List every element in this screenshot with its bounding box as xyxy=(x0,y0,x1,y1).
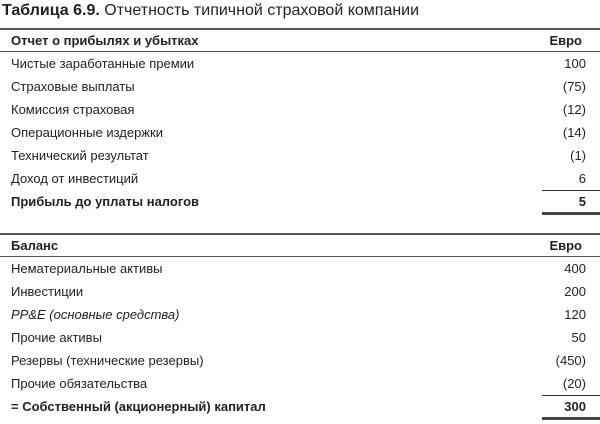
table-row xyxy=(0,144,600,167)
row-label: Страховые выплаты xyxy=(11,79,135,94)
sum-rule xyxy=(542,190,600,191)
total-label: = Собственный (акционерный) капитал xyxy=(11,399,266,414)
table-row xyxy=(0,98,600,121)
caption-number: Таблица 6.9. xyxy=(2,2,100,19)
row-value: (12) xyxy=(562,102,586,117)
table-row xyxy=(0,372,600,395)
total-underline xyxy=(542,212,600,215)
row-value: (20) xyxy=(562,376,586,391)
row-label: Прочие обязательства xyxy=(11,376,148,391)
income-statement-table xyxy=(0,28,600,213)
table-row xyxy=(0,280,600,303)
total-value: 5 xyxy=(578,194,586,209)
row-value: (14) xyxy=(562,125,586,140)
income-statement-header xyxy=(0,30,600,52)
table-row xyxy=(0,167,600,190)
balance-sheet-header-label: Баланс xyxy=(11,238,59,253)
balance-sheet-header xyxy=(0,235,600,257)
row-value: 50 xyxy=(571,330,586,345)
balance-sheet-table xyxy=(0,233,600,418)
table-row xyxy=(0,349,600,372)
row-value: 200 xyxy=(564,284,586,299)
row-label: Прочие активы xyxy=(11,330,102,345)
caption-title: Отчетность типичной страховой компании xyxy=(104,2,420,19)
row-value: 400 xyxy=(564,261,586,276)
table-row xyxy=(0,121,600,144)
total-row xyxy=(0,190,600,213)
row-label: Инвестиции xyxy=(11,284,84,299)
row-value: (1) xyxy=(570,148,586,163)
row-value: 120 xyxy=(564,307,586,322)
table-row xyxy=(0,257,600,280)
row-value: 100 xyxy=(564,56,586,71)
income-statement-header-label: Отчет о прибылях и убытках xyxy=(11,33,199,48)
row-value: (450) xyxy=(555,353,586,368)
total-underline xyxy=(542,417,600,420)
income-statement-header-unit: Евро xyxy=(549,33,582,48)
table-row xyxy=(0,52,600,75)
row-label: Чистые заработанные премии xyxy=(11,56,195,71)
row-value: (75) xyxy=(562,79,586,94)
total-value: 300 xyxy=(564,399,586,414)
row-label: Технический результат xyxy=(11,148,149,163)
table-caption xyxy=(2,0,419,22)
table-row xyxy=(0,303,600,326)
row-value: 6 xyxy=(578,171,586,186)
balance-sheet-header-unit: Евро xyxy=(549,238,582,253)
row-label: Операционные издержки xyxy=(11,125,163,140)
row-label: Нематериальные активы xyxy=(11,261,163,276)
table-row xyxy=(0,326,600,349)
row-label: Доход от инвестиций xyxy=(11,171,139,186)
row-label: Комиссия страховая xyxy=(11,102,135,117)
row-label: Резервы (технические резервы) xyxy=(11,353,204,368)
total-label: Прибыль до уплаты налогов xyxy=(11,194,200,209)
table-row xyxy=(0,75,600,98)
row-label: PP&E (основные средства) xyxy=(11,307,180,322)
total-row xyxy=(0,395,600,418)
